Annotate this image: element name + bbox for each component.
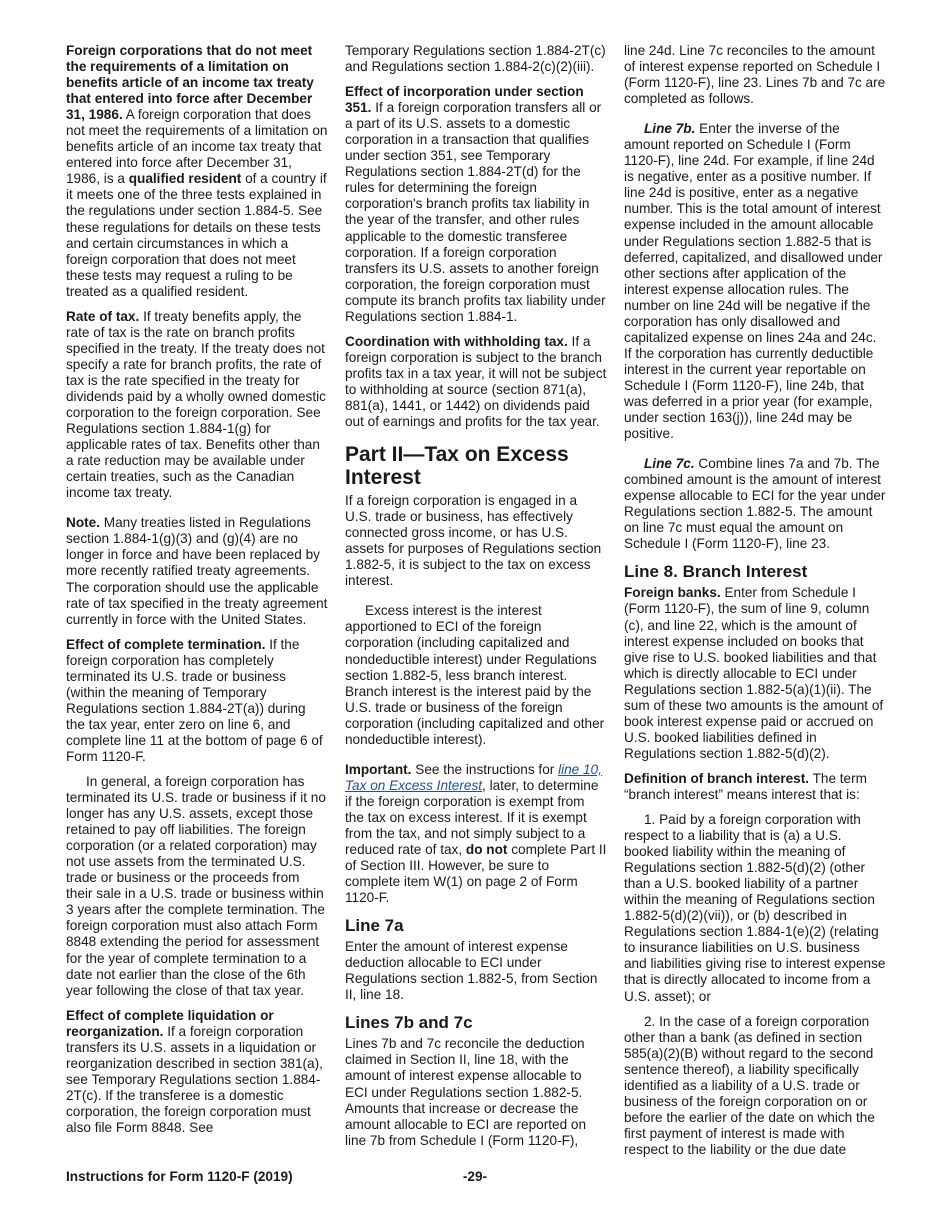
paragraph-excess-interest-definition: Excess interest is the interest apportioned to ECI of the foreign corporation (including capitalized and nondeductible interest) under Regulations section 1.882-5, less branch interest. Branch interest is the interest paid by the U.S. trade or business of the foreign corporation (including capitalized and other nondeductible interest). xyxy=(345,603,605,747)
paragraph-line-7c: Line 7c. Combine lines 7a and 7b. The combined amount is the amount of interest expense allocable to ECI for the year under Regulations section 1.882-5. The amount on line 7c must equal the amount on Schedule I (Form 1120-F), line 23. xyxy=(624,456,886,552)
heading-lines-7b-7c: Lines 7b and 7c xyxy=(345,1013,473,1033)
paragraph-line-7b: Line 7b. Enter the inverse of the amount reported on Schedule I (Form 1120-F), line 24d. For example, if line 24d is negative, enter as a positive number. If line 24d is positive, enter as a negative number. This is the total amount of interest expense included in the amount allocable under Regulations section 1.882-5 that is deferred, capitalized, and disallowed under other sections after application of the interest expense allocation rules. The number on line 24d will be negative if the corporation has only disallowed and capitalized expense on lines 24a and 24c. If the corporation has currently deductible interest in the current year reportable on Schedule I (Form 1120-F), line 24b, that was deferred in a prior year (for example, under section 163(j)), line 24d may be positive. xyxy=(624,121,883,442)
column-middle xyxy=(345,43,607,1158)
section-heading-part-ii: Part II—Tax on Excess Interest xyxy=(345,443,569,489)
paragraph-liquidation: Effect of complete liquidation or reorganization. If a foreign corporation transfers its U.S. assets in a liquidation or reorganization described in section 381(a), see Temporary Regulations section 1.884-2T(c). If the transferee is a domestic corporation, the foreign corporation must also file Form 8848. See xyxy=(66,1007,323,1135)
column-left xyxy=(66,43,328,1145)
paragraph-incorporation-351: Effect of incorporation under section 351. If a foreign corporation transfers all or a part of its U.S. assets to a domestic corporation in a transaction that qualifies under section 351, see Temporary Regulations section 1.884-2T(d) for the rules for determining the foreign corporation's branch profits tax liability in the year of the transfer, and other rules applicable to the domestic transferee corporation. If a foreign corporation transfers its U.S. assets to another foreign corporation, the foreign corporation must compute its branch profits tax liability under Regulations section 1.884-1. xyxy=(345,84,606,324)
footer-form-title: Instructions for Form 1120-F (2019) xyxy=(66,1169,293,1184)
paragraph-line-7a: Enter the amount of interest expense deduction allocable to ECI under Regulations section 1.882-5, from Section II, line 18. xyxy=(345,939,598,1003)
paragraph-heading: Line 7c. xyxy=(644,456,695,472)
list-item-2: 2. In the case of a foreign corporation other than a bank (as defined in section 585(a)(2)(B) without regard to the second sentence thereof), a liability specifically identified as a liability of a U.S. trade or business of the foreign corporation on or before the earlier of the date on which the first payment of interest is made with respect to the liability or the due date xyxy=(624,1013,875,1157)
paragraph-heading: Coordination with withholding tax. xyxy=(345,333,568,349)
paragraph-termination-general: In general, a foreign corporation has terminated its U.S. trade or business if it no longer has any U.S. assets, except those retained to pay off liabilities. The foreign corporation (or a related corporation) may not use assets from the terminated U.S. trade or business or the proceeds from their sale in a U.S. trade or business within 3 years after the complete termination. The foreign corporation must also attach Form 8848 extending the period for assessment for the year of complete termination to a date not earlier than the close of the 6th year following the close of that tax year. xyxy=(66,774,326,998)
column-right xyxy=(624,43,886,1167)
paragraph-rate-of-tax: Rate of tax. If treaty benefits apply, the rate of tax is the rate on branch profits specified in the treaty. If the treaty does not specify a rate for branch profits, the rate of tax is the rate specified in the treaty for dividends paid by a wholly owned domestic corporation to the foreign corporation. See Regulations section 1.884-1(g) for applicable rates of tax. Benefits other than a rate reduction may be available under certain treaties, such as the Canadian income tax treaty. xyxy=(66,308,326,501)
list-item-1: 1. Paid by a foreign corporation with respect to a liability that is (a) a U.S. booked liability within the meaning of Regulations section 1.882-5(d)(2) (other than a U.S. booked liability of a partner within the meaning of Regulations section 1.882-5(d)(2)(vii)), or (b) described in Regulations section 1.884-1(e)(2) (relating to insurance liabilities on U.S. business and liabilities giving rise to interest expense that is directly allocated to income from a U.S. asset); or xyxy=(624,812,886,1004)
footer-page-number: -29- xyxy=(462,1169,488,1184)
paragraph-complete-termination: Effect of complete termination. If the foreign corporation has completely terminated its U.S. trade or business (within the meaning of Temporary Regulations section 1.884-2T(a)) during the tax year, enter zero on line 6, and complete line 11 at the bottom of page 6 of Form 1120-F. xyxy=(66,636,323,764)
paragraph-continued: line 24d. Line 7c reconciles to the amount of interest expense reported on Schedule I (Form 1120-F), line 23. Lines 7b and 7c are completed as follows. xyxy=(624,43,886,107)
paragraph-heading: Line 7b. xyxy=(644,121,696,137)
paragraph-lines-7b-7c: Lines 7b and 7c reconcile the deduction claimed in Section II, line 18, with the amount of interest expense allocable to ECI under Regulations section 1.882-5. Amounts that increase or decrease the amount allocable to ECI are reported on line 7b from Schedule I (Form 1120-F), xyxy=(345,1036,587,1148)
paragraph-heading: Effect of complete liquidation or reorganization. xyxy=(66,1007,274,1039)
paragraph-heading: Rate of tax. xyxy=(66,308,140,324)
paragraph-excess-interest-intro: If a foreign corporation is engaged in a U.S. trade or business, has effectively connected gross income, or has U.S. assets for purposes of Regulations section 1.882-5, it is subject to the tax on excess interest. xyxy=(345,493,602,589)
paragraph-important: Important. See the instructions for line 10, Tax on Excess Interest, later, to determine if the foreign corporation is exempt from the tax on excess interest. If it is exempt from the tax, and not simply subject to a reduced rate of tax, do not complete Part II of Section III. However, be sure to complete item W(1) on page 2 of Form 1120-F. xyxy=(345,761,607,906)
paragraph-heading: Note. xyxy=(66,515,100,531)
paragraph-foreign-banks: Foreign banks. Enter from Schedule I (Form 1120-F), the sum of line 9, column (c), and line 22, which is the amount of interest expense included on books that give rise to U.S. booked liabilities and that which is directly allocable to ECI under Regulations section 1.882-5(a)(1)(ii). The sum of these two amounts is the amount of book interest expense paid or accrued on U.S. booked liabilities defined in Regulations section 1.882-5(d)(2). xyxy=(624,585,884,761)
paragraph-heading: Definition of branch interest. xyxy=(624,770,810,786)
paragraph-heading: Effect of complete termination. xyxy=(66,636,266,652)
line-10-reference-link[interactable]: line 10, Tax on Excess Interest xyxy=(345,761,602,793)
paragraph-heading: Effect of incorporation under section 351. xyxy=(345,84,584,116)
paragraph-qualified-resident: Foreign corporations that do not meet the requirements of a limitation on benefits article of an income tax treaty that entered into force after December 31, 1986. A foreign corporation that does not meet the requirements of a limitation on benefits article of an income tax treaty that entered into force after December 31, 1986, is a qualified resident of a country if it meets one of the three tests explained in the regulations under section 1.884-5. See these regulations for details on these tests and certain circumstances in which a foreign corporation that does not meet these tests may request a ruling to be treated as a qualified resident. xyxy=(66,43,328,299)
paragraph-heading: Foreign banks. xyxy=(624,585,721,601)
paragraph-note: Note. Many treaties listed in Regulations section 1.884-1(g)(3) and (g)(4) are no longer in force and have been replaced by more recently ratified treaty agreements. The corporation should use the applicable rate of tax specified in the treaty agreement currently in force with the United States. xyxy=(66,515,328,627)
paragraph-heading: Important. xyxy=(345,761,412,777)
paragraph-continued: Temporary Regulations section 1.884-2T(c) and Regulations section 1.884-2(c)(2)(iii). xyxy=(345,43,606,75)
heading-line-8: Line 8. Branch Interest xyxy=(624,562,808,582)
paragraph-branch-interest-definition: Definition of branch interest. The term “branch interest” means interest that is: xyxy=(624,770,867,802)
heading-line-7a: Line 7a xyxy=(345,916,404,936)
paragraph-withholding: Coordination with withholding tax. If a foreign corporation is subject to the branch profits tax in a tax year, it will not be subject to withholding at source (section 871(a), 881(a), 1441, or 1442) on dividends paid out of earnings and profits for the tax year. xyxy=(345,333,607,430)
paragraph-heading: Foreign corporations that do not meet the requirements of a limitation on benefits article of an income tax treaty that entered into force after December 31, 1986. xyxy=(66,43,314,123)
